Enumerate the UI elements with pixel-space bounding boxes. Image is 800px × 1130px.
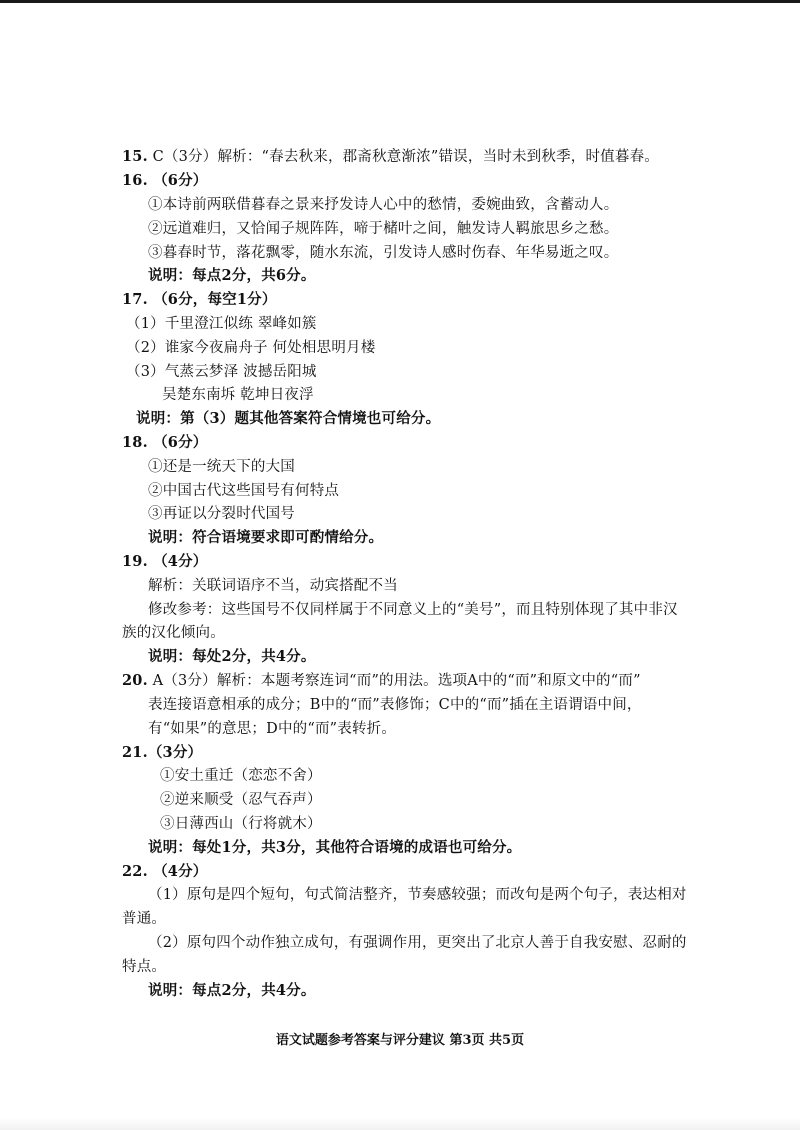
question-16-point-3: ③暮春时节，落花飘零，随水东流，引发诗人感时伤春、年华易逝之叹。	[148, 245, 619, 261]
question-18-answer-1: ①还是一统天下的大国	[148, 459, 295, 475]
question-20-line-2: 表连接语意相承的成分；B中的“而”表修饰；C中的“而”插在主语谓语中间，	[148, 697, 642, 713]
question-20-line-3: 有“如果”的意思；D中的“而”表转折。	[148, 721, 397, 737]
question-21-answer-1: ①安土重迁（恋恋不舍）	[160, 768, 322, 784]
question-21-note: 说明：每处1分，共3分，其他符合语境的成语也可给分。	[148, 839, 522, 856]
question-21-answer-3: ③日薄西山（行将就木）	[160, 816, 322, 832]
question-16-point-2: ②远道难归，又恰闻子规阵阵，啼于槠叶之间，触发诗人羁旅思乡之愁。	[148, 221, 619, 237]
question-22-note: 说明：每点2分，共4分。	[148, 982, 316, 999]
question-19-revision-cont: 族的汉化倾向。	[122, 625, 225, 641]
question-19-note: 说明：每处2分，共4分。	[148, 648, 316, 665]
question-18-answer-3: ③再证以分裂时代国号	[148, 506, 295, 522]
question-19-heading: 19. （4分）	[122, 553, 208, 570]
question-22-heading: 22. （4分）	[122, 863, 208, 880]
question-15	[122, 147, 659, 167]
question-17-answer-3: （3）气蒸云梦泽 波撼岳阳城	[126, 364, 317, 380]
question-18-note: 说明：符合语境要求即可酌情给分。	[148, 529, 384, 546]
question-17-answer-1: （1）千里澄江似练 翠峰如簇	[126, 316, 317, 332]
question-16-point-1: ①本诗前两联借暮春之景来抒发诗人心中的愁情，委婉曲致，含蓄动人。	[148, 197, 619, 213]
question-17-heading: 17. （6分，每空1分）	[122, 291, 277, 308]
question-22-point-1-cont: 普通。	[122, 911, 167, 927]
question-21-answer-2: ②逆来顺受（忍气吞声）	[160, 792, 322, 808]
question-20	[122, 671, 641, 691]
question-20-text: A（3分）解析：本题考察连词“而”的用法。选项A中的“而”和原文中的“而”	[147, 673, 641, 689]
question-22-point-2-cont: 特点。	[122, 959, 167, 975]
question-21-heading: 21.（3分）	[122, 744, 203, 761]
question-15-text: C（3分）解析：“春去秋来，郡斋秋意渐浓”错误，当时未到秋季，时值暮春。	[147, 149, 659, 165]
question-17-answer-2: （2）谁家今夜扁舟子 何处相思明月楼	[126, 340, 376, 356]
question-15-number: 15.	[122, 148, 148, 165]
question-19-analysis: 解析：关联词语序不当，动宾搭配不当	[148, 578, 398, 594]
bottom-scan-edge	[0, 1118, 800, 1130]
question-18-answer-2: ②中国古代这些国号有何特点	[148, 483, 340, 499]
question-18-heading: 18. （6分）	[122, 434, 208, 451]
page-footer: 语文试题参考答案与评分建议 第3页 共5页	[275, 1033, 525, 1048]
question-16-note: 说明：每点2分，共6分。	[148, 267, 316, 284]
question-17-answer-3-cont: 吴楚东南坼 乾坤日夜浮	[162, 387, 314, 403]
question-22-point-1: （1）原句是四个短句，句式简洁整齐，节奏感较强；而改句是两个句子，表达相对	[148, 887, 687, 903]
question-22-point-2: （2）原句四个动作独立成句，有强调作用，更突出了北京人善于自我安慰、忍耐的	[148, 935, 687, 951]
question-20-number: 20.	[122, 672, 148, 689]
question-16-heading: 16. （6分）	[122, 172, 208, 189]
question-19-revision: 修改参考：这些国号不仅同样属于不同意义上的“美号”，而且特别体现了其中非汉	[148, 602, 678, 618]
question-17-note: 说明：第（3）题其他答案符合情境也可给分。	[136, 410, 441, 427]
